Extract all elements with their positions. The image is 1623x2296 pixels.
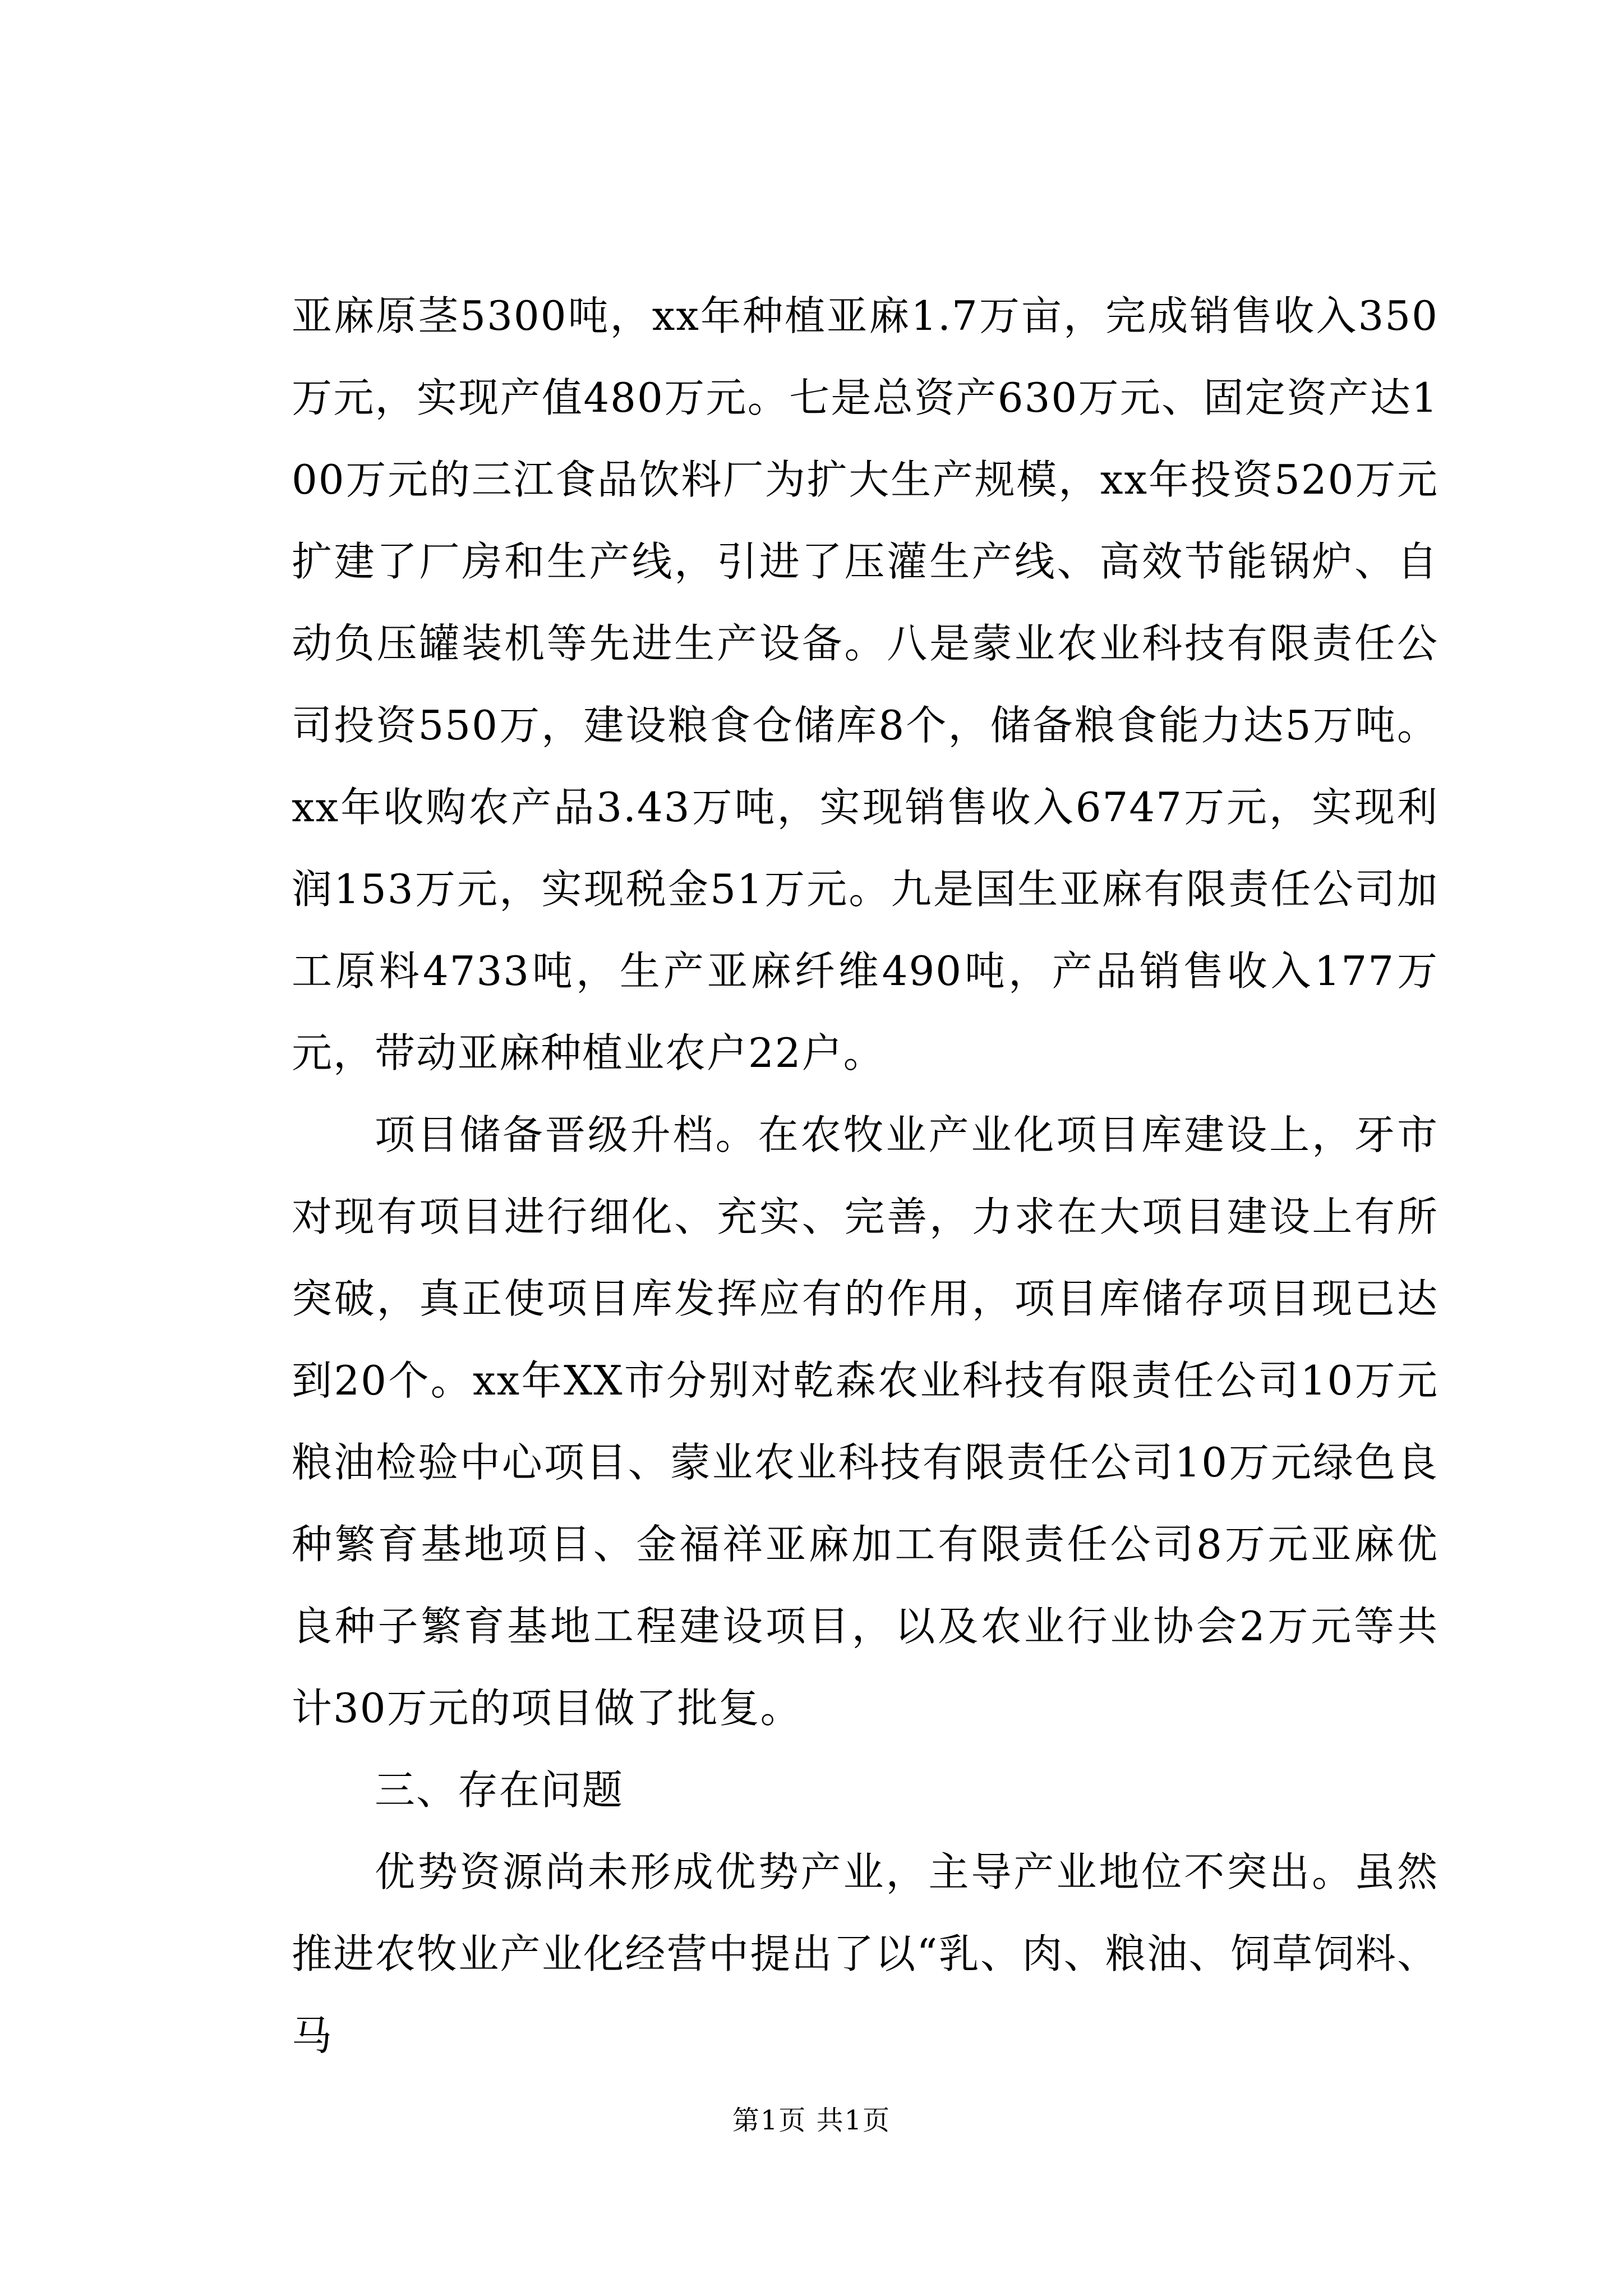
paragraph-3: 优势资源尚未形成优势产业，主导产业地位不突出。虽然推进农牧业产业化经营中提出了以“乳、肉、粮油、饲草饲料、马 xyxy=(292,1848,1438,2059)
document-body xyxy=(292,275,1438,2077)
paragraph-2: 项目储备晋级升档。在农牧业产业化项目库建设上，牙市对现有项目进行细化、充实、完善，力求在大项目建设上有所突破，真正使项目库发挥应有的作用，项目库储存项目现已达到20个。xx年XX市分别对乾森农业科技有限责任公司10万元粮油检验中心项目、蒙业农业科技有限责任公司10万元绿色良种繁育基地项目、金福祥亚麻加工有限责任公司8万元亚麻优良种子繁育基地工程建设项目，以及农业行业协会2万元等共计30万元的项目做了批复。 xyxy=(292,1111,1438,1732)
paragraph-1: 亚麻原茎5300吨，xx年种植亚麻1.7万亩，完成销售收入350万元，实现产值480万元。七是总资产630万元、固定资产达100万元的三江食品饮料厂为扩大生产规模，xx年投资520万元扩建了厂房和生产线，引进了压灌生产线、高效节能锅炉、自动负压罐装机等先进生产设备。八是蒙业农业科技有限责任公司投资550万，建设粮食仓储库8个，储备粮食能力达5万吨。xx年收购农产品3.43万吨，实现销售收入6747万元，实现利润153万元，实现税金51万元。九是国生亚麻有限责任公司加工原料4733吨，生产亚麻纤维490吨，产品销售收入177万元，带动亚麻种植业农户22户。 xyxy=(292,292,1438,1076)
page-footer: 第1页 共1页 xyxy=(732,2105,891,2136)
section-heading: 三、存在问题 xyxy=(375,1766,624,1814)
